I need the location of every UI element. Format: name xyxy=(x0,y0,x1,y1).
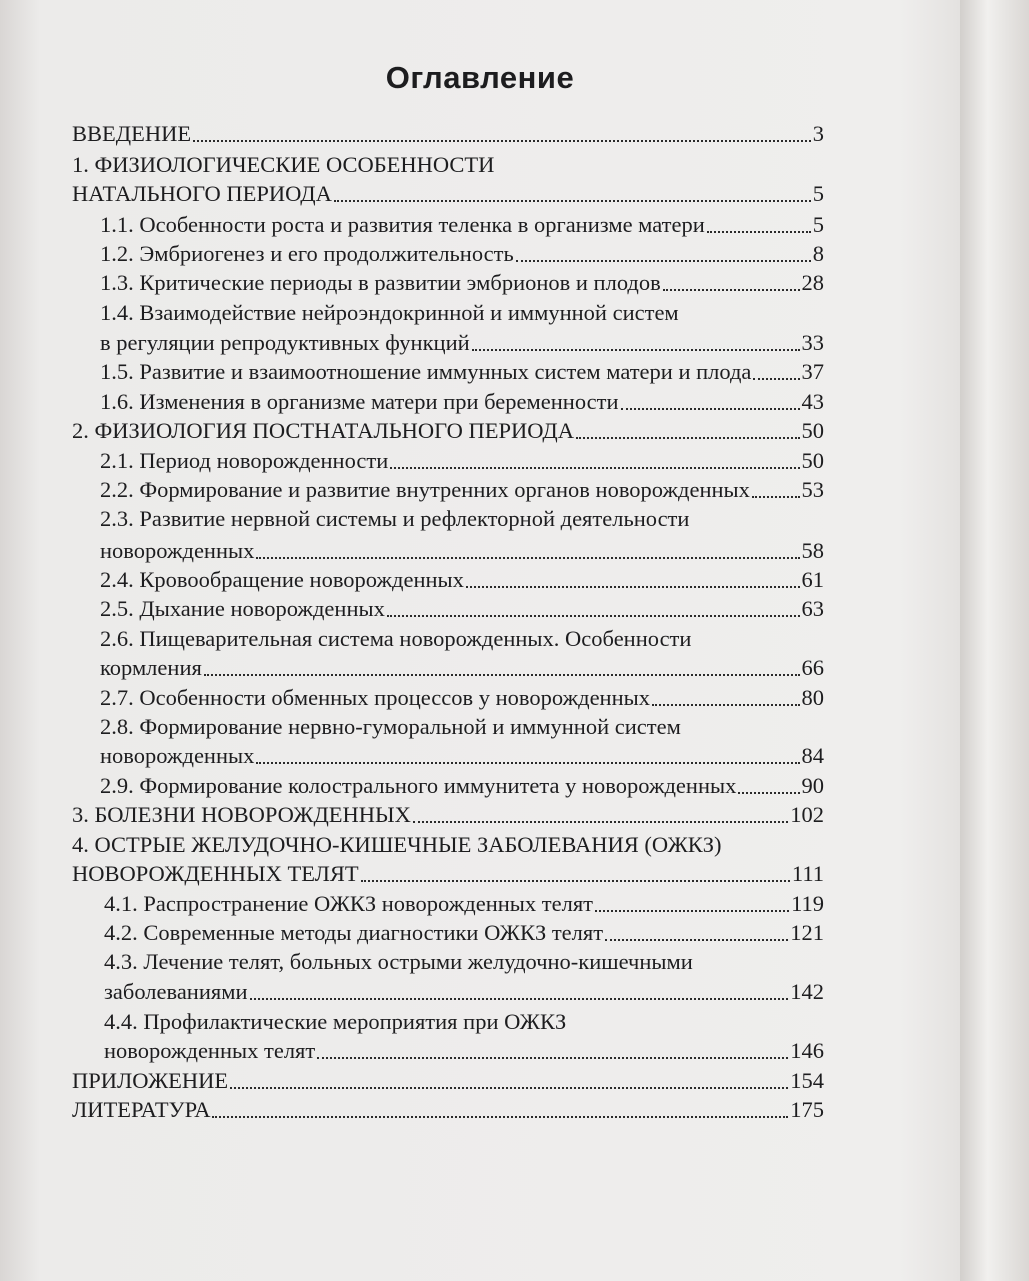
toc-entry-page: 111 xyxy=(791,861,824,886)
toc-entry-page: 58 xyxy=(801,538,824,563)
toc-entry-page: 66 xyxy=(801,655,824,680)
toc-entry xyxy=(100,358,824,385)
toc-entry-page: 119 xyxy=(791,891,824,916)
toc-entry-title: 4. ОСТРЫЕ ЖЕЛУДОЧНО-КИШЕЧНЫЕ ЗАБОЛЕВАНИЯ (ОЖКЗ) xyxy=(72,832,722,857)
toc-entry-page: 90 xyxy=(801,773,824,798)
toc-entry-page: 84 xyxy=(801,743,824,768)
toc-entry xyxy=(104,978,824,1005)
toc-entry xyxy=(100,537,824,564)
toc-entry-page: 175 xyxy=(790,1097,824,1122)
toc-entry-page: 8 xyxy=(812,241,824,266)
dot-leader xyxy=(707,230,811,233)
toc-entry-title: 2.4. Кровообращение новорожденных xyxy=(100,567,464,592)
toc-entry-title: НАТАЛЬНОГО ПЕРИОДА xyxy=(72,181,332,206)
toc-entry-page: 3 xyxy=(812,121,824,146)
toc-entry xyxy=(72,120,824,147)
dot-leader xyxy=(334,199,811,202)
toc-entry-page: 102 xyxy=(790,802,824,827)
toc-entry xyxy=(72,1096,824,1123)
dot-leader xyxy=(516,259,811,262)
toc-entry-title: ПРИЛОЖЕНИЕ xyxy=(72,1068,229,1093)
dot-leader xyxy=(256,556,799,559)
toc-entry-title: 2.7. Особенности обменных процессов у новорожденных xyxy=(100,685,651,710)
dot-leader xyxy=(361,879,790,882)
toc-entry xyxy=(100,240,824,267)
toc-entry-page: 61 xyxy=(801,567,824,592)
dot-leader xyxy=(230,1086,788,1089)
dot-leader xyxy=(250,997,789,1000)
toc-entry-page: 43 xyxy=(801,389,824,414)
toc-entry-title: 2.3. Развитие нервной системы и рефлекторной деятельности xyxy=(100,506,690,531)
book-binding xyxy=(960,0,1029,1281)
toc-entry xyxy=(100,684,824,711)
dot-leader xyxy=(752,495,800,498)
toc-entry-title: новорожденных xyxy=(100,743,255,768)
toc-entry-title: кормления xyxy=(100,655,202,680)
dot-leader xyxy=(753,377,799,380)
dot-leader xyxy=(387,614,800,617)
toc-entry-title: 1.1. Особенности роста и развития теленка в организме матери xyxy=(100,212,705,237)
dot-leader xyxy=(212,1115,788,1118)
dot-leader xyxy=(576,436,800,439)
toc-entry-title: 3. БОЛЕЗНИ НОВОРОЖДЕННЫХ xyxy=(72,802,411,827)
dot-leader xyxy=(738,791,799,794)
toc-entry-title: 1.6. Изменения в организме матери при беременности xyxy=(100,389,619,414)
toc-entry xyxy=(100,447,824,474)
toc-entry-title: 1.5. Развитие и взаимоотношение иммунных систем матери и плода xyxy=(100,359,752,384)
toc-entry-title: 2.1. Период новорожденности xyxy=(100,448,389,473)
toc-entry-page: 50 xyxy=(801,418,824,443)
dot-leader xyxy=(472,348,800,351)
toc-entry-title: 2.2. Формирование и развитие внутренних органов новорожденных xyxy=(100,477,750,502)
toc-entry-title: ЛИТЕРАТУРА xyxy=(72,1097,211,1122)
toc-entry-page: 63 xyxy=(801,596,824,621)
toc-entry xyxy=(72,417,824,444)
toc-entry xyxy=(100,269,824,296)
toc-entry xyxy=(100,211,824,238)
dot-leader xyxy=(595,909,789,912)
toc-entry-title: в регуляции репродуктивных функций xyxy=(100,330,470,355)
toc-entry-title: 1. ФИЗИОЛОГИЧЕСКИЕ ОСОБЕННОСТИ xyxy=(72,152,495,177)
toc-entry-title: 1.2. Эмбриогенез и его продолжительность xyxy=(100,241,514,266)
toc-entry xyxy=(100,566,824,593)
dot-leader xyxy=(466,585,800,588)
toc-entry-page: 28 xyxy=(801,270,824,295)
toc-entry xyxy=(100,476,824,503)
toc-entry-title: 1.4. Взаимодействие нейроэндокринной и иммунной систем xyxy=(100,300,679,325)
toc-entry xyxy=(100,595,824,622)
toc-entry-page: 33 xyxy=(801,330,824,355)
toc-entry xyxy=(100,772,824,799)
toc-entry-title: 2.9. Формирование колострального иммунитета у новорожденных xyxy=(100,773,737,798)
toc-entry-page: 5 xyxy=(812,181,824,206)
toc-entry-page: 154 xyxy=(790,1068,824,1093)
dot-leader xyxy=(663,288,800,291)
toc-entry xyxy=(104,890,824,917)
toc-entry-title: 2. ФИЗИОЛОГИЯ ПОСТНАТАЛЬНОГО ПЕРИОДА xyxy=(72,418,574,443)
toc-entry-title: НОВОРОЖДЕННЫХ ТЕЛЯТ xyxy=(72,861,359,886)
toc-entry-page: 142 xyxy=(790,979,824,1004)
toc-entry xyxy=(72,180,824,207)
dot-leader xyxy=(413,820,788,823)
dot-leader xyxy=(605,938,788,941)
toc-entry xyxy=(100,742,824,769)
page-title: Оглавление xyxy=(385,60,575,95)
toc-entry-title: новорожденных телят xyxy=(104,1038,316,1063)
toc-entry xyxy=(72,801,824,828)
toc-entry xyxy=(104,1037,824,1064)
toc-entry-title: 1.3. Критические периоды в развитии эмбрионов и плодов xyxy=(100,270,661,295)
toc-entry xyxy=(100,654,824,681)
toc-entry xyxy=(104,919,824,946)
toc-entry-title: новорожденных xyxy=(100,538,255,563)
toc-entry xyxy=(100,388,824,415)
toc-entry-page: 80 xyxy=(801,685,824,710)
toc-entry-page: 53 xyxy=(801,477,824,502)
toc-entry-page: 121 xyxy=(790,920,824,945)
dot-leader xyxy=(193,139,811,142)
dot-leader xyxy=(317,1056,788,1059)
toc-entry-title: 4.1. Распространение ОЖКЗ новорожденных телят xyxy=(104,891,594,916)
dot-leader xyxy=(256,761,799,764)
toc-entry xyxy=(72,1067,824,1094)
toc-entry-title: 2.6. Пищеварительная система новорожденных. Особенности xyxy=(100,626,692,651)
toc-entry xyxy=(72,860,824,887)
dot-leader xyxy=(390,466,799,469)
toc-entry-title: 4.4. Профилактические мероприятия при ОЖКЗ xyxy=(104,1009,567,1034)
toc-entry xyxy=(100,329,824,356)
toc-entry-page: 5 xyxy=(812,212,824,237)
toc-entry-title: заболеваниями xyxy=(104,979,248,1004)
toc-entry-title: 4.2. Современные методы диагностики ОЖКЗ телят xyxy=(104,920,604,945)
toc-entry-page: 50 xyxy=(801,448,824,473)
toc-entry-title: 2.8. Формирование нервно-гуморальной и иммунной систем xyxy=(100,714,681,739)
toc-entry-page: 146 xyxy=(790,1038,824,1063)
toc-entry-title: 2.5. Дыхание новорожденных xyxy=(100,596,385,621)
toc-entry-title: ВВЕДЕНИЕ xyxy=(72,121,192,146)
toc-entry-page: 37 xyxy=(801,359,824,384)
dot-leader xyxy=(652,703,799,706)
dot-leader xyxy=(621,407,800,410)
dot-leader xyxy=(204,673,800,676)
toc-entry-title: 4.3. Лечение телят, больных острыми желудочно-кишечными xyxy=(104,949,693,974)
